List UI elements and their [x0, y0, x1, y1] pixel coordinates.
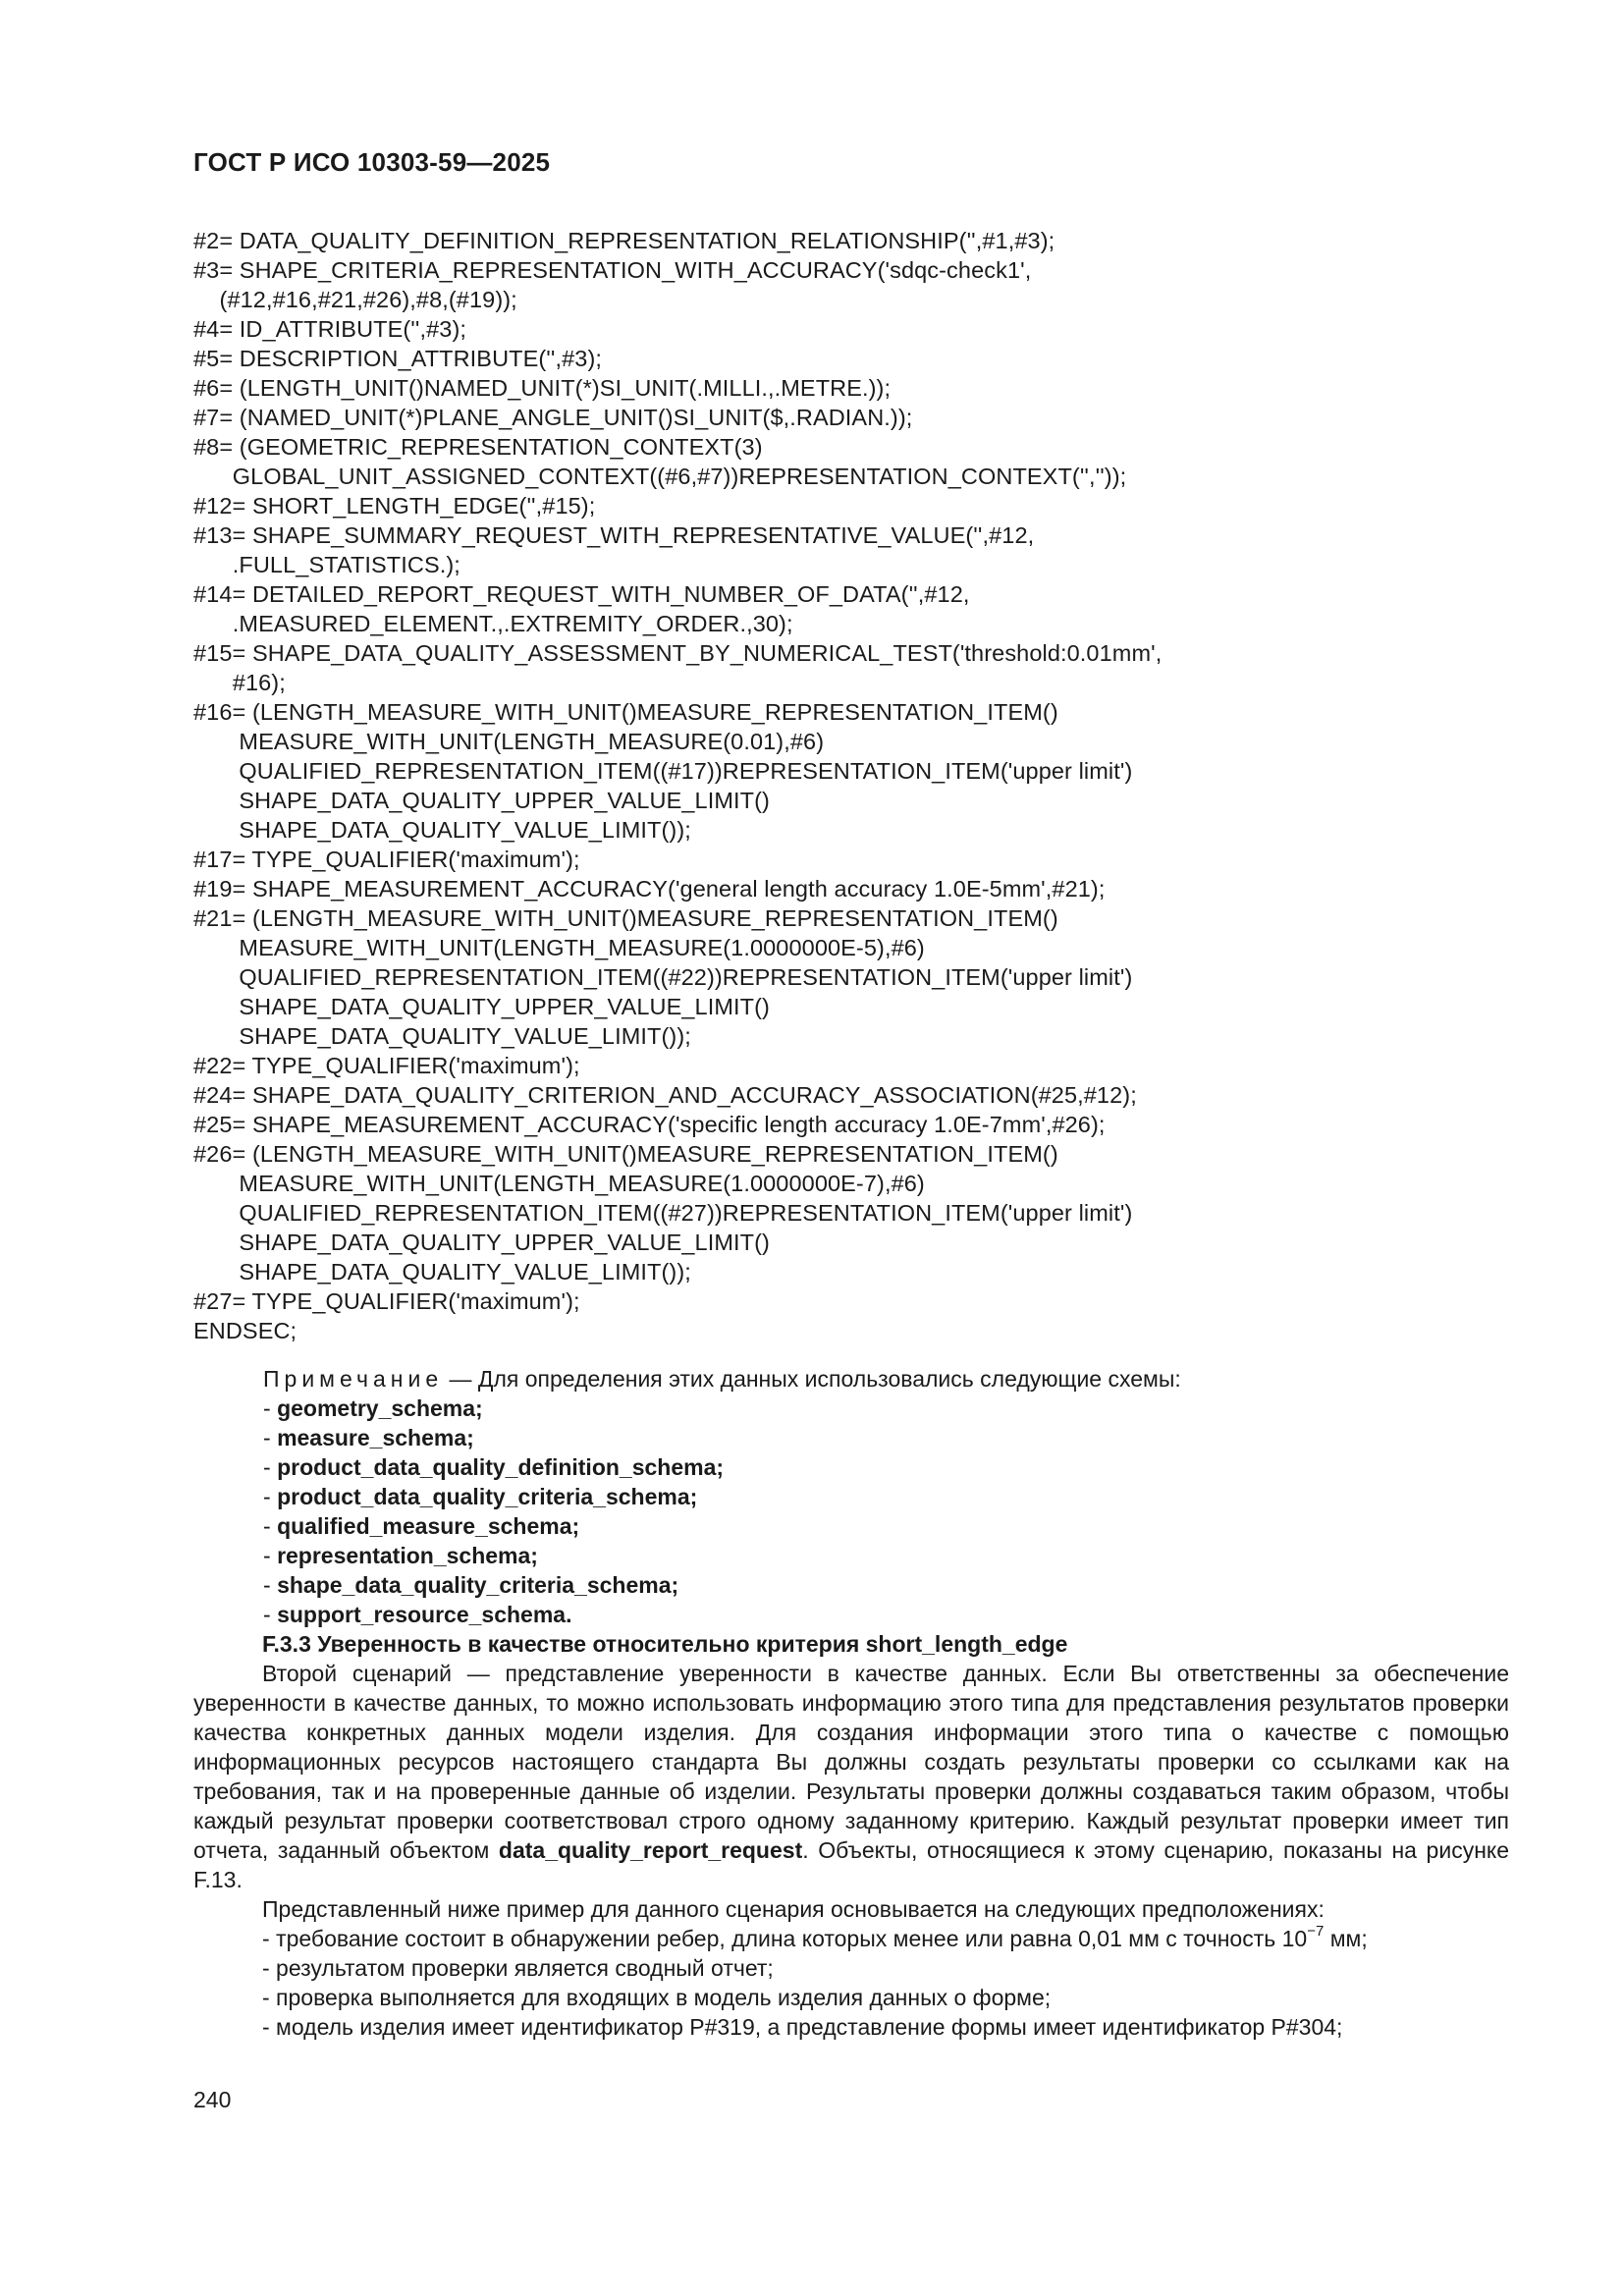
- code-line: #19= SHAPE_MEASUREMENT_ACCURACY('general length accuracy 1.0E-5mm',#21);: [193, 876, 1106, 902]
- code-line: SHAPE_DATA_QUALITY_UPPER_VALUE_LIMIT(): [193, 1230, 770, 1255]
- code-line: SHAPE_DATA_QUALITY_UPPER_VALUE_LIMIT(): [193, 788, 770, 813]
- page-number: 240: [193, 2087, 232, 2112]
- section-paragraph-1: [193, 1659, 1509, 1894]
- code-line: QUALIFIED_REPRESENTATION_ITEM((#17))REPRESENTATION_ITEM('upper limit'): [193, 758, 1133, 784]
- paragraph-text: Второй сценарий — представление уверенности в качестве данных. Если Вы ответственны за обеспечение уверенности в качестве данных, то можно использовать информацию этого типа для представления результатов проверки качества конкретных данных модели изделия. Для создания информации этого типа о качестве с помощью информационных ресурсов настоящего стандарта Вы должны создать результаты проверки со ссылками как на требования, так и на проверенные данные об изделии. Результаты проверки должны создаваться таким образом, чтобы каждый результат проверки соответствовал строго одному заданному критерию. Каждый результат проверки имеет тип отчета, заданный объектом: [193, 1661, 1509, 1863]
- code-line: #16);: [193, 670, 286, 695]
- code-line: #15= SHAPE_DATA_QUALITY_ASSESSMENT_BY_NUMERICAL_TEST('threshold:0.01mm',: [193, 640, 1163, 666]
- note-intro: [263, 1364, 1500, 1394]
- code-line: MEASURE_WITH_UNIT(LENGTH_MEASURE(0.01),#6): [193, 729, 825, 754]
- code-line: #17= TYPE_QUALIFIER('maximum');: [193, 847, 580, 872]
- step-code-listing: [193, 226, 1162, 1345]
- code-line: #4= ID_ATTRIBUTE('',#3);: [193, 316, 466, 342]
- code-line: #13= SHAPE_SUMMARY_REQUEST_WITH_REPRESENTATIVE_VALUE('',#12,: [193, 522, 1035, 548]
- section-title: F.3.3 Уверенность в качестве относительно критерия short_length_edge: [262, 1631, 1068, 1657]
- code-line: #5= DESCRIPTION_ATTRIBUTE('',#3);: [193, 346, 602, 371]
- schema-name: representation_schema;: [277, 1543, 538, 1568]
- code-line: #2= DATA_QUALITY_DEFINITION_REPRESENTATION_RELATIONSHIP('',#1,#3);: [193, 228, 1055, 253]
- code-line: #27= TYPE_QUALIFIER('maximum');: [193, 1288, 580, 1314]
- code-line: #24= SHAPE_DATA_QUALITY_CRITERION_AND_ACCURACY_ASSOCIATION(#25,#12);: [193, 1082, 1137, 1108]
- assumption-item: [193, 1924, 1509, 1953]
- code-line: QUALIFIED_REPRESENTATION_ITEM((#27))REPRESENTATION_ITEM('upper limit'): [193, 1200, 1133, 1226]
- code-line: (#12,#16,#21,#26),#8,(#19));: [193, 287, 517, 312]
- schema-item: - representation_schema;: [263, 1543, 538, 1568]
- assumption-text: - требование состоит в обнаружении ребер, длина которых менее или равна 0,01 мм с точность 10: [262, 1926, 1308, 1951]
- code-line: #3= SHAPE_CRITERIA_REPRESENTATION_WITH_ACCURACY('sdqc-check1',: [193, 257, 1032, 283]
- code-line: SHAPE_DATA_QUALITY_VALUE_LIMIT());: [193, 1259, 691, 1285]
- code-line: QUALIFIED_REPRESENTATION_ITEM((#22))REPRESENTATION_ITEM('upper limit'): [193, 964, 1133, 990]
- code-line: #8= (GEOMETRIC_REPRESENTATION_CONTEXT(3): [193, 434, 763, 460]
- code-line: MEASURE_WITH_UNIT(LENGTH_MEASURE(1.0000000E-7),#6): [193, 1171, 925, 1196]
- assumption-item: - результатом проверки является сводный отчет;: [262, 1955, 774, 1981]
- assumption-text: мм;: [1324, 1926, 1368, 1951]
- code-line: MEASURE_WITH_UNIT(LENGTH_MEASURE(1.0000000E-5),#6): [193, 935, 925, 960]
- schema-item: - support_resource_schema.: [263, 1602, 572, 1627]
- section-f-3-3: [193, 1629, 1509, 2042]
- schema-name: measure_schema;: [277, 1425, 474, 1450]
- schema-list: [263, 1394, 1500, 1629]
- code-line: #21= (LENGTH_MEASURE_WITH_UNIT()MEASURE_REPRESENTATION_ITEM(): [193, 905, 1058, 931]
- code-line: GLOBAL_UNIT_ASSIGNED_CONTEXT((#6,#7))REPRESENTATION_CONTEXT('',''));: [193, 464, 1127, 489]
- schema-item: - shape_data_quality_criteria_schema;: [263, 1572, 679, 1598]
- assumption-item: - модель изделия имеет идентификатор P#319, а представление формы имеет идентификатор P#304;: [262, 2014, 1343, 2040]
- code-line: #22= TYPE_QUALIFIER('maximum');: [193, 1053, 580, 1078]
- schema-name: qualified_measure_schema;: [277, 1513, 580, 1539]
- code-line: SHAPE_DATA_QUALITY_UPPER_VALUE_LIMIT(): [193, 994, 770, 1019]
- code-line: SHAPE_DATA_QUALITY_VALUE_LIMIT());: [193, 1023, 691, 1049]
- note-label: Примечание: [263, 1366, 444, 1392]
- schema-name: geometry_schema;: [277, 1395, 483, 1421]
- section-paragraph-2: Представленный ниже пример для данного сценария основывается на следующих предположениях:: [262, 1896, 1325, 1922]
- code-line: #12= SHORT_LENGTH_EDGE('',#15);: [193, 493, 596, 519]
- schema-item: - product_data_quality_definition_schema;: [263, 1454, 725, 1480]
- schema-item: - geometry_schema;: [263, 1395, 483, 1421]
- schema-item: - qualified_measure_schema;: [263, 1513, 580, 1539]
- assumption-item: - проверка выполняется для входящих в модель изделия данных о форме;: [262, 1985, 1052, 2010]
- schema-item: - product_data_quality_criteria_schema;: [263, 1484, 698, 1509]
- code-line: #16= (LENGTH_MEASURE_WITH_UNIT()MEASURE_REPRESENTATION_ITEM(): [193, 699, 1058, 725]
- page-header: ГОСТ Р ИСО 10303-59—2025: [193, 147, 551, 177]
- schema-item: - measure_schema;: [263, 1425, 474, 1450]
- exponent: −7: [1307, 1923, 1325, 1941]
- schema-name: support_resource_schema.: [277, 1602, 572, 1627]
- code-line: SHAPE_DATA_QUALITY_VALUE_LIMIT());: [193, 817, 691, 843]
- entity-name: data_quality_report_request: [498, 1837, 803, 1863]
- code-line: #25= SHAPE_MEASUREMENT_ACCURACY('specific length accuracy 1.0E-7mm',#26);: [193, 1112, 1106, 1137]
- code-line: ENDSEC;: [193, 1318, 298, 1343]
- code-line: #14= DETAILED_REPORT_REQUEST_WITH_NUMBER_OF_DATA('',#12,: [193, 581, 970, 607]
- note-text: — Для определения этих данных использовались следующие схемы:: [443, 1366, 1181, 1392]
- schema-name: product_data_quality_definition_schema;: [277, 1454, 725, 1480]
- paragraph-text: . Объекты, относящиеся к этому сценарию, показаны на рисунке F.13.: [193, 1837, 1510, 1892]
- code-line: .FULL_STATISTICS.);: [193, 552, 460, 577]
- code-line: #26= (LENGTH_MEASURE_WITH_UNIT()MEASURE_REPRESENTATION_ITEM(): [193, 1141, 1058, 1167]
- note-block: [263, 1364, 1500, 1629]
- code-line: .MEASURED_ELEMENT.,.EXTREMITY_ORDER.,30);: [193, 611, 793, 636]
- code-line: #7= (NAMED_UNIT(*)PLANE_ANGLE_UNIT()SI_UNIT($,.RADIAN.));: [193, 405, 913, 430]
- schema-name: product_data_quality_criteria_schema;: [277, 1484, 698, 1509]
- code-line: #6= (LENGTH_UNIT()NAMED_UNIT(*)SI_UNIT(.MILLI.,.METRE.));: [193, 375, 892, 401]
- schema-name: shape_data_quality_criteria_schema;: [277, 1572, 679, 1598]
